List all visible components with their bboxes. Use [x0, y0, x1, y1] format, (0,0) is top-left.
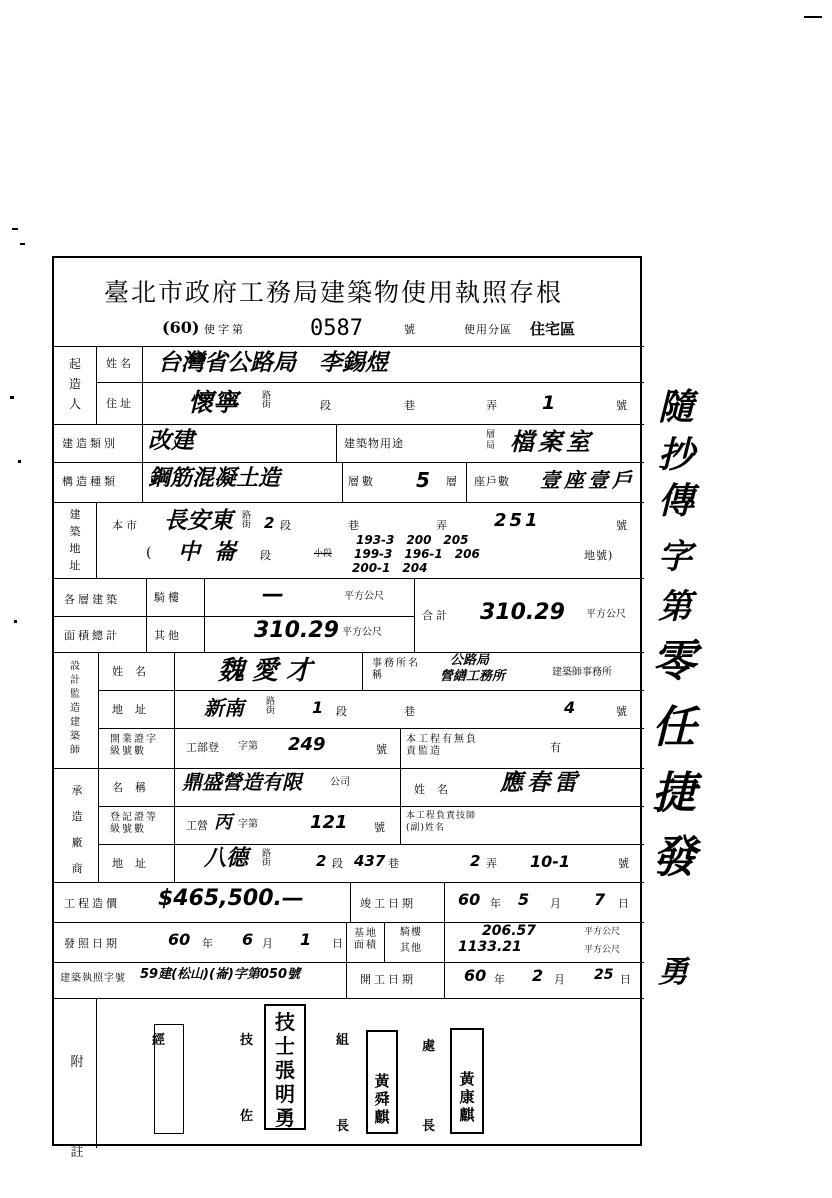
margin-char: 抄: [658, 435, 695, 476]
architect-name-label: 姓名: [112, 665, 158, 678]
start-month: 2: [532, 966, 544, 985]
applicant-group-label: 起造人: [68, 357, 81, 411]
rule: [142, 424, 143, 502]
base-arcade: 206.57: [482, 923, 537, 939]
base-other: 1133.21: [458, 939, 522, 955]
margin-char: 發: [652, 832, 696, 883]
architect-reg-label: 開業證字級號數: [110, 734, 158, 757]
contractor-person-label: 姓名: [414, 783, 460, 796]
rule: [98, 806, 644, 807]
architect-section-unit: 段: [336, 705, 350, 718]
site-number: 251: [494, 510, 541, 531]
license-year: (60): [162, 318, 200, 337]
rule: [54, 652, 644, 653]
scan-speck: [20, 243, 25, 245]
complete-month: 5: [518, 890, 530, 909]
rule: [54, 962, 644, 963]
rule: [336, 424, 337, 462]
notes-col4: 處: [422, 1039, 436, 1054]
rule: [54, 922, 644, 923]
architect-name: 魏愛才: [218, 656, 321, 686]
area-label-line2: 面積總計: [64, 629, 120, 642]
contractor-tech-label: 本工程負責技師(副)姓名: [406, 811, 477, 833]
approval-stamp-3: [450, 1028, 484, 1134]
start-day: 25: [594, 967, 614, 983]
contractor-reg-unit: 號: [374, 821, 388, 834]
architect-office-suffix: 建築師事務所: [552, 667, 612, 678]
rule: [54, 502, 644, 503]
complete-month-unit: 月: [550, 897, 564, 910]
contractor-address-road: 八德: [204, 846, 249, 871]
usage-permit-form: [52, 256, 642, 1160]
contractor-lane-unit: 巷: [388, 857, 402, 870]
scan-speck: [10, 396, 14, 399]
issue-month: 6: [242, 930, 254, 949]
contractor-alley-unit: 弄: [486, 857, 500, 870]
license-prefix: 使字第: [204, 323, 246, 336]
margin-char: 任: [652, 702, 696, 753]
floors-unit: 層: [446, 475, 460, 488]
rule: [96, 346, 97, 424]
rule: [146, 578, 147, 652]
zone-value: 住宅區: [530, 320, 576, 338]
architect-address-road: 新南: [204, 696, 244, 720]
architect-number: 4: [564, 698, 576, 717]
applicant-lane-unit: 巷: [404, 399, 418, 412]
architect-supervisor: 有: [550, 741, 564, 754]
approval-stamp-2-text: 黃舜麒: [374, 1072, 390, 1126]
margin-char: 傳: [658, 481, 695, 522]
households-value: 壹座壹戶: [540, 468, 636, 492]
site-district: 中崙: [178, 540, 251, 565]
site-district-unit: 段: [260, 549, 274, 562]
site-road: 長安東: [164, 508, 233, 534]
issue-year-unit: 年: [202, 937, 216, 950]
site-number-unit: 號: [616, 519, 630, 532]
start-year-unit: 年: [494, 973, 508, 986]
complete-day-unit: 日: [618, 897, 632, 910]
cost-value: $465,500.—: [158, 886, 304, 911]
site-group-label: 建築地址: [69, 508, 81, 572]
notes-col4b: 長: [422, 1119, 436, 1134]
architect-number-unit: 號: [616, 705, 630, 718]
architect-reg-number: 249: [288, 734, 326, 755]
architect-road-unit: 路街: [266, 697, 276, 716]
rule: [98, 652, 99, 882]
issue-month-unit: 月: [262, 937, 276, 950]
notes-col2b: 佐: [240, 1109, 254, 1124]
area-arcade: —: [262, 582, 282, 607]
site-road-unit: 路街: [242, 511, 252, 530]
rule: [54, 768, 644, 769]
approval-stamp-frame: [154, 1024, 184, 1134]
area-total-label: 合計: [422, 609, 450, 622]
rule: [174, 652, 175, 882]
contractor-name-suffix: 公司: [330, 777, 350, 788]
rule: [98, 844, 644, 845]
start-day-unit: 日: [620, 973, 634, 986]
issue-day: 1: [300, 930, 312, 949]
architect-supervisor-label: 本工程有無負責監造: [406, 734, 478, 757]
site-section: 2: [264, 514, 275, 532]
rule: [384, 922, 385, 962]
rule: [204, 578, 205, 652]
architect-group-label: 設計監造建築師: [70, 661, 80, 756]
area-other-label: 其他: [154, 629, 182, 642]
applicant-address-label: 住址: [106, 397, 134, 410]
base-arcade-unit: 平方公尺: [584, 927, 621, 937]
margin-char: 隨: [658, 387, 695, 428]
floor-unit: 層局: [486, 430, 496, 451]
site-lane-unit: 巷: [348, 519, 362, 532]
site-subsection-unit: 小段: [314, 549, 333, 559]
rule: [96, 502, 97, 578]
issue-year: 60: [168, 930, 191, 949]
complete-year-unit: 年: [490, 897, 504, 910]
contractor-lane: 437: [354, 852, 386, 870]
architect-reg-mid: 字第: [238, 741, 258, 752]
start-label: 開工日期: [360, 973, 416, 986]
households-label: 座戶數: [474, 475, 510, 488]
use-label: 建築物用途: [344, 437, 404, 450]
floors-value: 5: [416, 468, 430, 492]
contractor-name: 鼎盛營造有限: [182, 770, 302, 794]
structure-label: 構造種類: [62, 475, 118, 488]
form-title: 臺北市政府工務局建築物使用執照存根: [104, 278, 564, 307]
notes-col3: 組: [336, 1033, 350, 1048]
approval-stamp-1: [264, 1004, 306, 1130]
contractor-reg-mid: 字第: [238, 819, 258, 830]
notes-col1: 經: [152, 1033, 166, 1048]
architect-reg-prefix: 工部登: [186, 741, 219, 754]
area-label-line1: 各層建築: [64, 593, 120, 606]
applicant-number-unit: 號: [616, 399, 630, 412]
architect-office-line1: 公路局: [450, 653, 490, 668]
complete-label: 竣工日期: [360, 897, 416, 910]
rule: [54, 578, 644, 579]
contractor-person: 應春雷: [500, 770, 581, 796]
scan-speck: [14, 620, 17, 623]
contractor-name-label: 名稱: [112, 781, 158, 794]
approval-stamp-1-text: 技士張明勇: [275, 1010, 295, 1130]
permit-label: 建築執照字號: [60, 973, 126, 984]
base-label: 基地面積: [354, 928, 378, 951]
start-month-unit: 月: [554, 973, 568, 986]
notes-col2: 技: [240, 1033, 254, 1048]
start-year: 60: [464, 966, 487, 985]
rule: [342, 462, 343, 502]
approval-stamp-3-text: 黃康麒: [459, 1070, 475, 1124]
rule: [362, 652, 363, 690]
applicant-section-unit: 段: [320, 399, 334, 412]
rule: [346, 922, 347, 998]
notes-label: 附註: [70, 1055, 84, 1160]
cost-label: 工程造價: [64, 897, 120, 910]
scan-speck: [18, 460, 21, 463]
category-value: 改建: [148, 428, 194, 454]
margin-char: 勇: [658, 955, 688, 990]
margin-char: 第: [658, 587, 692, 627]
complete-year: 60: [458, 890, 481, 909]
base-arcade-label: 騎樓: [400, 927, 422, 938]
architect-reg-unit: 號: [376, 743, 390, 756]
applicant-road-unit: 路街: [262, 391, 272, 410]
applicant-alley-unit: 弄: [486, 399, 500, 412]
rule: [400, 768, 401, 844]
rule: [54, 882, 644, 883]
margin-char: 捷: [652, 768, 696, 819]
license-number-suffix: 號: [404, 323, 418, 336]
area-other-unit: 平方公尺: [342, 627, 382, 638]
scan-speck: [12, 228, 18, 230]
applicant-name: 台灣省公路局 李錫煜: [158, 350, 388, 376]
rule: [400, 728, 401, 768]
rule: [54, 998, 644, 999]
structure-value: 鋼筋混凝土造: [148, 466, 281, 491]
rule: [444, 882, 445, 998]
contractor-number: 10-1: [530, 852, 571, 871]
rule: [96, 998, 97, 1148]
license-number: 0587: [310, 316, 363, 341]
rule: [414, 578, 415, 652]
contractor-reg-number: 121: [310, 812, 348, 833]
area-total-unit: 平方公尺: [586, 609, 626, 620]
use-value: 檔案室: [510, 428, 594, 456]
contractor-road-unit: 路街: [262, 849, 272, 868]
area-total: 310.29: [480, 600, 565, 625]
architect-section: 1: [312, 698, 324, 717]
notes-col3b: 長: [336, 1119, 350, 1134]
architect-address-label: 地址: [112, 703, 158, 716]
area-other: 310.29: [254, 618, 339, 643]
scan-speck: [804, 16, 822, 18]
contractor-reg-label: 登記證等級號數: [110, 812, 158, 835]
margin-char: 字: [658, 537, 692, 577]
contractor-reg-class: 丙: [214, 812, 232, 833]
contractor-group-label: 承造廠商: [71, 784, 83, 875]
approval-stamp-2: [366, 1030, 398, 1134]
margin-char: 零: [652, 636, 696, 687]
zone-label: 使用分區: [464, 323, 512, 336]
site-lots-line3: 200-1 204: [352, 561, 428, 575]
applicant-name-label: 姓名: [106, 357, 134, 370]
architect-lane-unit: 巷: [404, 705, 418, 718]
issue-day-unit: 日: [332, 937, 346, 950]
area-arcade-unit: 平方公尺: [344, 591, 384, 602]
contractor-section: 2: [316, 852, 327, 870]
site-lots-suffix: 地號): [584, 549, 614, 562]
contractor-address-label: 地址: [112, 857, 158, 870]
rule: [98, 728, 644, 729]
rule: [54, 616, 414, 617]
site-alley-unit: 弄: [436, 519, 450, 532]
permit-value: 59建(松山)(崙)字第050號: [140, 967, 300, 982]
base-other-label: 其他: [400, 943, 422, 954]
base-other-unit: 平方公尺: [584, 945, 621, 955]
complete-day: 7: [594, 890, 606, 909]
applicant-address-road: 懷寧: [188, 388, 239, 417]
issue-label: 發照日期: [64, 937, 120, 950]
site-lots-line2: 199-3 196-1 206: [354, 547, 480, 561]
site-lots-line1: 193-3 200 205: [356, 533, 469, 547]
rule: [142, 346, 143, 424]
site-city: 本市: [112, 519, 140, 532]
rule: [96, 382, 644, 383]
applicant-number: 1: [542, 392, 556, 414]
rule: [350, 882, 351, 922]
site-open-paren: (: [146, 545, 152, 561]
architect-office-line2: 營繕工務所: [440, 669, 506, 684]
contractor-section-unit: 段: [332, 857, 346, 870]
contractor-alley: 2: [470, 852, 481, 870]
rule: [98, 690, 644, 691]
contractor-number-unit: 號: [618, 857, 632, 870]
category-label: 建造類別: [62, 437, 118, 450]
area-arcade-label: 騎樓: [154, 591, 182, 604]
site-section-unit: 段: [280, 519, 294, 532]
rule: [466, 462, 467, 502]
architect-office-label: 事務所名稱: [372, 658, 420, 681]
contractor-reg-prefix: 工營: [186, 819, 208, 832]
floors-label: 層數: [348, 475, 376, 488]
